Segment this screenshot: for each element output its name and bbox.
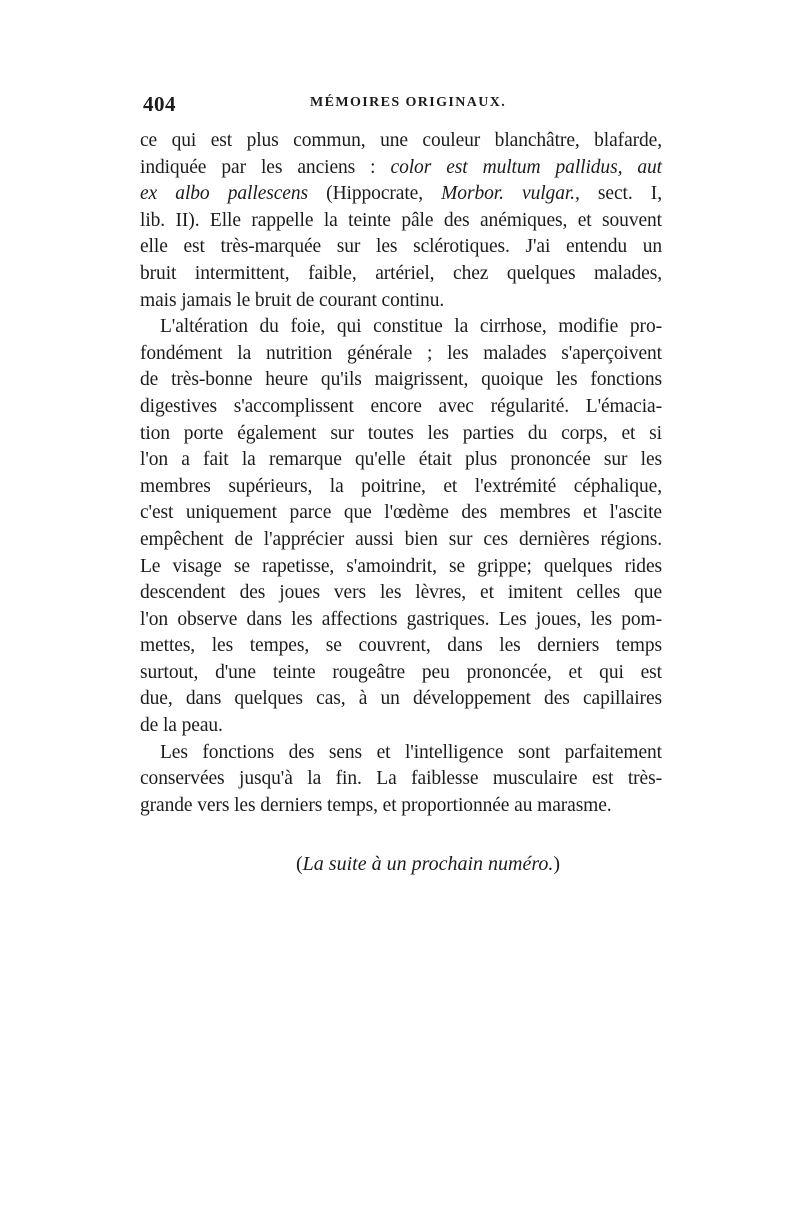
- text-line: de très-bonne heure qu'ils maigrissent, quoique les fonctions: [140, 369, 662, 391]
- text-line: mettes, les tempes, se couvrent, dans les derniers temps: [140, 635, 662, 657]
- page-number: 404: [143, 92, 176, 116]
- paragraph-end-line: mais jamais le bruit de courant continu.: [140, 289, 445, 311]
- text-line: c'est uniquement parce que l'œdème des membres et l'ascite: [140, 502, 662, 524]
- text-line: bruit intermittent, faible, artériel, chez quelques malades,: [140, 262, 662, 284]
- text-line: Le visage se rapetisse, s'amoindrit, se grippe; quelques rides: [140, 555, 662, 577]
- text-line: conservées jusqu'à la fin. La faiblesse musculaire est très-: [140, 768, 662, 790]
- text-line: tion porte également sur toutes les parties du corps, et si: [140, 422, 662, 444]
- text-line: l'on observe dans les affections gastriques. Les joues, les pom-: [140, 608, 662, 630]
- paragraph-end-line: de la peau.: [140, 715, 223, 737]
- text-line: lib. II). Elle rappelle la teinte pâle des anémiques, et souvent: [140, 209, 662, 231]
- text-line: digestives s'accomplissent encore avec régularité. L'émacia-: [140, 395, 662, 417]
- text-line: l'on a fait la remarque qu'elle était plus prononcée sur les: [140, 449, 662, 471]
- text-line: elle est très-marquée sur les sclérotiques. J'ai entendu un: [140, 236, 662, 258]
- text-line: due, dans quelques cas, à un développement des capillaires: [140, 688, 662, 710]
- text-line: descendent des joues vers les lèvres, et imitent celles que: [140, 582, 662, 604]
- paragraph-start-line: L'altération du foie, qui constitue la cirrhose, modifie pro-: [160, 316, 662, 338]
- text-line: fondément la nutrition générale ; les malades s'aperçoivent: [140, 342, 662, 364]
- text-line: membres supérieurs, la poitrine, et l'extrémité céphalique,: [140, 475, 662, 497]
- text-line: ce qui est plus commun, une couleur blanchâtre, blafarde,: [140, 130, 662, 151]
- paragraph-end-line: grande vers les derniers temps, et proportionnée au marasme.: [140, 794, 612, 816]
- continued-note: (La suite à un prochain numéro.): [296, 853, 561, 875]
- text-line: surtout, d'une teinte rougeâtre peu prononcée, et qui est: [140, 661, 662, 683]
- text-line: ex albo pallescens (Hippocrate, Morbor. vulgar., sect. I,: [140, 183, 662, 205]
- running-head: MÉMOIRES ORIGINAUX.: [310, 95, 507, 110]
- text-line: indiquée par les anciens : color est multum pallidus, aut: [140, 156, 662, 178]
- page-header: [143, 92, 661, 122]
- body-text: [140, 128, 662, 819]
- paragraph-start-line: Les fonctions des sens et l'intelligence sont parfaitement: [160, 741, 662, 763]
- text-line: empêchent de l'apprécier aussi bien sur ces dernières régions.: [140, 528, 662, 550]
